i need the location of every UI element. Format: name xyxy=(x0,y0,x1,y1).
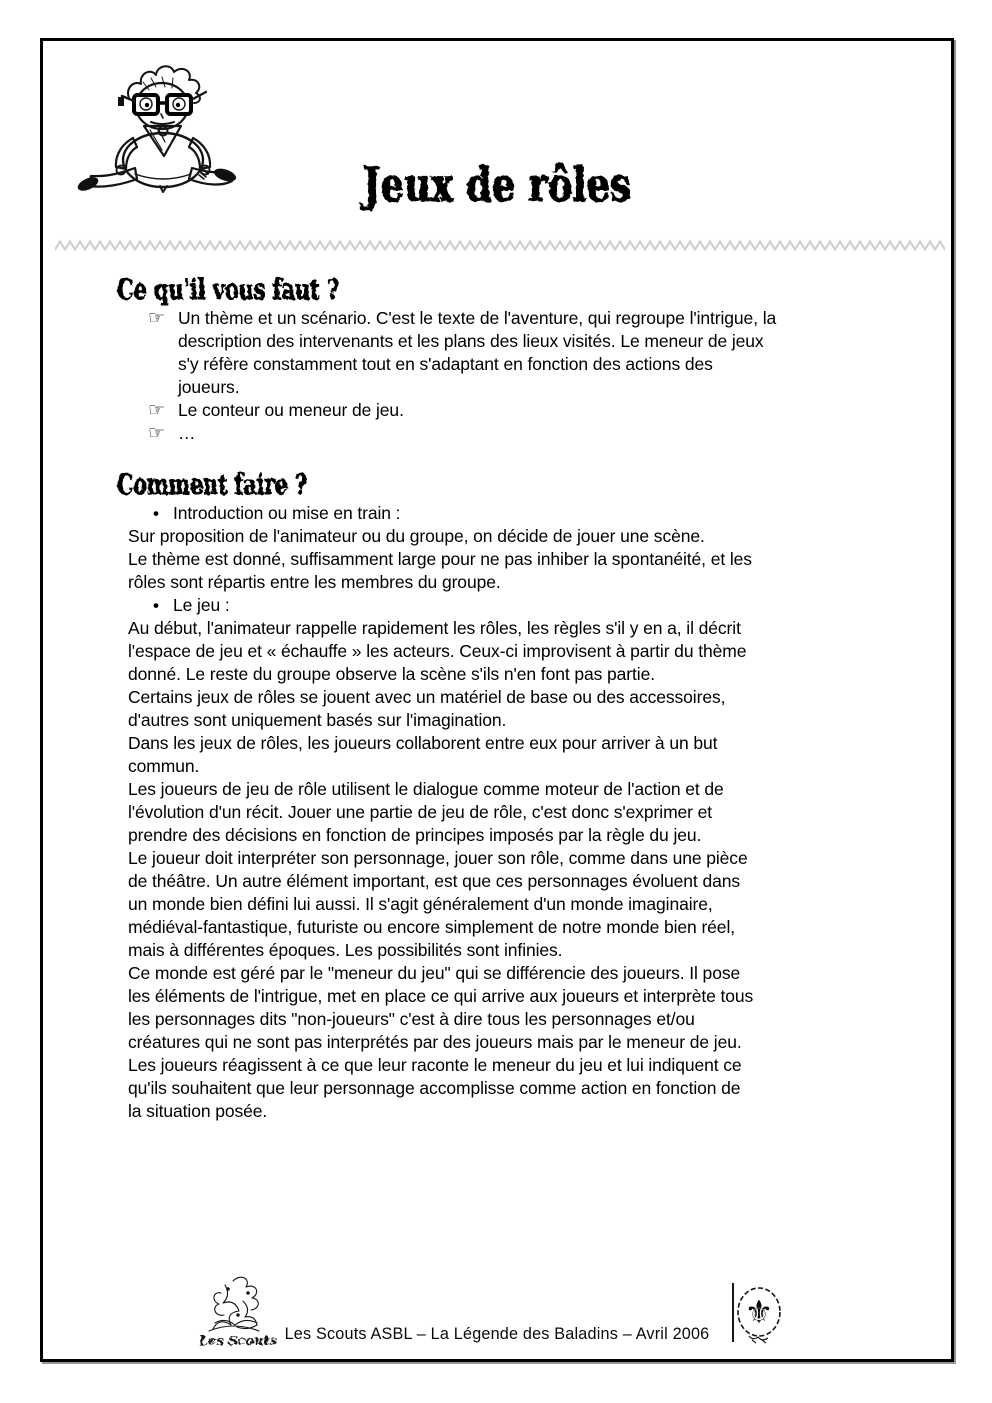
section-heading: Ce qu'il vous faut ? xyxy=(117,273,339,306)
mascot-glasses-right-temple xyxy=(191,92,206,100)
bullet-item-text: … xyxy=(178,423,196,443)
paragraph: Certains jeux de rôles se jouent avec un matériel de base ou des accessoires, d'autres sont uniquement basés sur l'imagination. xyxy=(128,687,726,730)
paragraph: Ce monde est géré par le "meneur du jeu" qui se différencie des joueurs. Il pose les éléments de l'intrigue, met en place ce qui arrive aux joueurs et interprète tous les personnages dits "non-joueurs" c'est à dire tous les personnages et/ou créatures qui ne sont pas interprétés par des joueurs mais par le meneur de jeu. xyxy=(128,963,754,1052)
paragraph: Le joueur doit interpréter son personnage, jouer son rôle, comme dans une pièce de théâtre. Un autre élément important, est que ces personnages évoluent dans un monde bien défini lui aussi. Il s'agit généralement d'un monde imaginaire, médiéval-fantastique, futuriste ou encore simplement de notre monde bien réel, mais à différentes époques. Les possibilités sont infinies. xyxy=(128,848,748,960)
hand-bullet-icon: ☞ xyxy=(148,422,165,444)
bullet-item-text: Introduction ou mise en train : xyxy=(173,503,401,523)
footer-text: Les Scouts ASBL – La Légende des Baladins – Avril 2006 xyxy=(284,1325,710,1343)
bullet-item xyxy=(115,594,921,617)
mascot-left-pupil xyxy=(145,103,149,107)
paragraph: Au début, l'animateur rappelle rapidement les rôles, les règles s'il y en a, il décrit l'espace de jeu et « échauffe » les acteurs. Ceux-ci improvisent à partir du thème donné. Le reste du groupe observe la scène s'ils n'en font pas partie. xyxy=(128,618,747,684)
bullet-item-text: Un thème et un scénario. C'est le texte de l'aventure, qui regroupe l'intrigue, la description des intervenants et les plans des lieux visités. Le meneur de jeux s'y réfère constamment tout en s'adaptant en fonction des actions des joueurs. xyxy=(178,308,777,397)
mascot-neckerchief xyxy=(144,126,181,156)
paragraph: Sur proposition de l'animateur ou du groupe, on décide de jouer une scène. xyxy=(128,526,705,546)
mascot-right-pupil xyxy=(176,103,180,107)
paragraph: Les joueurs réagissent à ce que leur raconte le meneur du jeu et lui indiquent ce qu'ils souhaitent que leur personnage accomplisse comme action en fonction de la situation posée. xyxy=(128,1055,742,1121)
footer-divider-line xyxy=(732,1283,734,1342)
fleur-de-lis-icon xyxy=(736,1286,784,1344)
paragraph: Le thème est donné, suffisamment large pour ne pas inhiber la spontanéité, et les rôles sont répartis entre les membres du groupe. xyxy=(128,549,752,592)
les-scouts-logo-text: Les Scouts xyxy=(198,1334,278,1349)
hand-bullet-icon: ☞ xyxy=(148,307,165,329)
bullet-item xyxy=(115,502,921,525)
section-heading: Comment faire ? xyxy=(117,468,307,501)
page-title-svg xyxy=(327,159,667,219)
paragraph: Les joueurs de jeu de rôle utilisent le dialogue comme moteur de l'action et de l'évolution d'un récit. Jouer une partie de jeu de rôle, c'est donc s'exprimer et prendre des décisions en fonction de principes imposés par la règle du jeu. xyxy=(128,779,724,845)
fleur-glyph: ⚜ xyxy=(744,1293,774,1331)
bullet-item xyxy=(115,399,921,422)
mascot-nose xyxy=(161,114,163,118)
section-2-heading-svg xyxy=(115,468,345,501)
fleur-rope-knot xyxy=(749,1336,768,1343)
document-body xyxy=(115,273,921,1123)
dot-bullet-icon: • xyxy=(153,504,159,523)
wavy-divider xyxy=(55,238,945,251)
mascot-ear-piece xyxy=(118,97,124,106)
page-title: Jeux de rôles xyxy=(359,158,631,213)
page-title-wrap xyxy=(43,159,951,224)
paragraph: Dans les jeux de rôles, les joueurs collaborent entre eux pour arriver à un but commun. xyxy=(128,733,718,776)
mascot-mouth xyxy=(151,122,174,124)
bullet-item-text: Le conteur ou meneur de jeu. xyxy=(178,400,404,420)
bullet-item xyxy=(115,422,921,445)
dot-bullet-icon: • xyxy=(153,596,159,615)
section-1-heading-svg xyxy=(115,273,375,306)
bullet-item xyxy=(115,307,921,399)
document-page xyxy=(40,38,954,1362)
hand-bullet-icon: ☞ xyxy=(148,399,165,421)
bullet-item-text: Le jeu : xyxy=(173,595,230,615)
